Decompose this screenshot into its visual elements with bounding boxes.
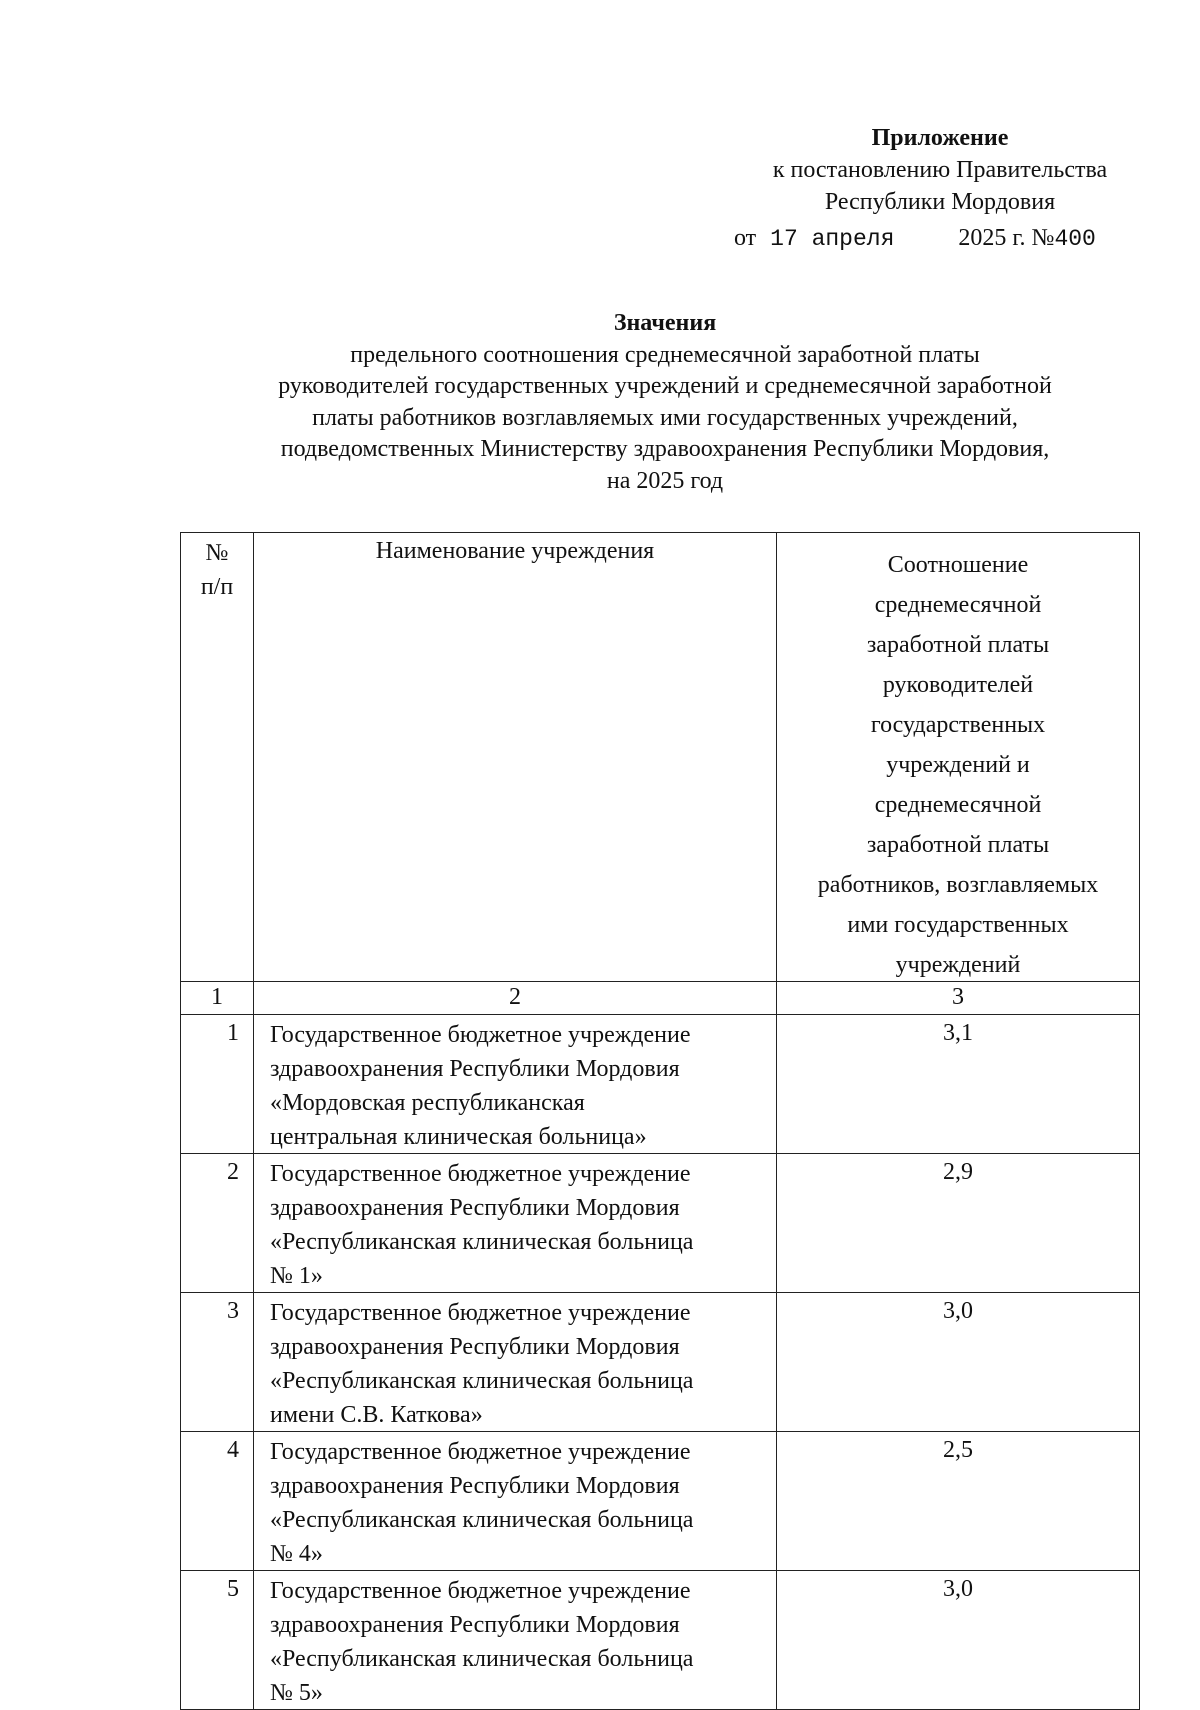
ratio-value: 3,0 xyxy=(943,1576,973,1602)
table-row xyxy=(181,1432,1140,1571)
header-col-number xyxy=(181,533,254,982)
row-number-cell xyxy=(181,1432,254,1571)
appendix-block xyxy=(700,122,1180,218)
institution-name-line: здравоохранения Республики Мордовия xyxy=(270,1195,680,1221)
row-number: 5 xyxy=(227,1576,239,1602)
title-heading: Значения xyxy=(613,310,717,336)
date-year: 2025 г. № xyxy=(958,225,1055,251)
column-number-1: 1 xyxy=(181,982,254,1015)
ratio-value-cell xyxy=(777,1154,1140,1293)
table-row xyxy=(181,1154,1140,1293)
column-number-3: 3 xyxy=(777,982,1140,1015)
header-ratio-line: ими государственных xyxy=(847,912,1069,938)
ratio-table xyxy=(180,532,1140,1710)
appendix-line-2: Республики Мордовия xyxy=(824,189,1056,215)
header-ratio-line: среднемесячной xyxy=(874,592,1042,618)
row-number-cell xyxy=(181,1571,254,1710)
ratio-value: 3,1 xyxy=(943,1020,973,1046)
institution-name-cell xyxy=(254,1293,777,1432)
ratio-value-cell xyxy=(777,1293,1140,1432)
institution-name-line: имени С.В. Каткова» xyxy=(270,1402,483,1428)
row-number: 4 xyxy=(227,1437,239,1463)
institution-name-line: здравоохранения Республики Мордовия xyxy=(270,1056,680,1082)
header-col-ratio xyxy=(777,533,1140,982)
table-row xyxy=(181,1015,1140,1154)
header-number-sign: № xyxy=(205,540,229,566)
header-col-name xyxy=(254,533,777,982)
row-number: 2 xyxy=(227,1159,239,1185)
institution-name-cell xyxy=(254,1015,777,1154)
institution-name-cell xyxy=(254,1432,777,1571)
header-ratio-line: заработной платы xyxy=(866,832,1050,858)
institution-name-line: Государственное бюджетное учреждение xyxy=(270,1022,691,1048)
header-ratio-line: государственных xyxy=(870,712,1046,738)
table-row xyxy=(181,1571,1140,1710)
title-line: подведомственных Министерству здравоохранения Республики Мордовия, xyxy=(280,436,1050,462)
appendix-heading: Приложение xyxy=(871,125,1009,151)
row-number-cell xyxy=(181,1293,254,1432)
header-ratio-line: Соотношение xyxy=(887,552,1029,578)
header-ratio-line: учреждений и xyxy=(886,752,1030,778)
column-number-2: 2 xyxy=(254,982,777,1015)
header-name-label: Наименование учреждения xyxy=(375,538,655,564)
ratio-value: 2,5 xyxy=(943,1437,973,1463)
ratio-value-cell xyxy=(777,1432,1140,1571)
institution-name-line: Государственное бюджетное учреждение xyxy=(270,1161,691,1187)
institution-name-line: № 5» xyxy=(270,1680,323,1706)
resolution-number: 400 xyxy=(1054,226,1096,252)
institution-name-line: центральная клиническая больница» xyxy=(270,1124,647,1150)
table-header-row xyxy=(181,533,1140,982)
institution-name-cell xyxy=(254,1154,777,1293)
table-row xyxy=(181,1293,1140,1432)
institution-name-line: здравоохранения Республики Мордовия xyxy=(270,1334,680,1360)
institution-name-line: № 1» xyxy=(270,1263,323,1289)
header-ratio-line: учреждений xyxy=(895,952,1021,978)
institution-name-line: здравоохранения Республики Мордовия xyxy=(270,1612,680,1638)
institution-name-line: «Республиканская клиническая больница xyxy=(270,1368,694,1394)
title-line: предельного соотношения среднемесячной заработной платы xyxy=(350,341,980,368)
row-number: 1 xyxy=(227,1020,239,1046)
institution-name-line: «Республиканская клиническая больница xyxy=(270,1229,694,1255)
institution-name-line: Государственное бюджетное учреждение xyxy=(270,1578,691,1604)
date-day-month: 17 апреля xyxy=(770,226,895,252)
column-number-row xyxy=(181,982,1140,1015)
ratio-value-cell xyxy=(777,1015,1140,1154)
row-number-cell xyxy=(181,1015,254,1154)
title-line: руководителей государственных учреждений и среднемесячной заработной xyxy=(278,373,1052,399)
title-line: платы работников возглавляемых ими государственных учреждений, xyxy=(312,404,1018,431)
institution-name-line: «Республиканская клиническая больница xyxy=(270,1507,694,1533)
header-number-abbr: п/п xyxy=(200,574,234,600)
institution-name-line: Государственное бюджетное учреждение xyxy=(270,1439,691,1465)
date-prefix: от xyxy=(734,225,757,251)
header-ratio-line: работников, возглавляемых xyxy=(817,872,1099,898)
institution-name-line: № 4» xyxy=(270,1541,323,1567)
header-ratio-line: среднемесячной xyxy=(874,792,1042,818)
ratio-value: 2,9 xyxy=(943,1159,973,1185)
resolution-date-line xyxy=(734,222,1096,255)
institution-name-cell xyxy=(254,1571,777,1710)
ratio-value: 3,0 xyxy=(943,1298,973,1324)
institution-name-line: здравоохранения Республики Мордовия xyxy=(270,1473,680,1499)
institution-name-line: Государственное бюджетное учреждение xyxy=(270,1300,691,1326)
appendix-line-1: к постановлению Правительства xyxy=(772,157,1108,183)
row-number: 3 xyxy=(227,1298,239,1324)
document-title xyxy=(150,308,1180,497)
header-ratio-line: заработной платы xyxy=(866,632,1050,658)
title-line: на 2025 год xyxy=(606,467,724,494)
institution-name-line: «Мордовская республиканская xyxy=(270,1090,585,1116)
institution-name-line: «Республиканская клиническая больница xyxy=(270,1646,694,1672)
ratio-value-cell xyxy=(777,1571,1140,1710)
header-ratio-line: руководителей xyxy=(882,672,1034,698)
row-number-cell xyxy=(181,1154,254,1293)
